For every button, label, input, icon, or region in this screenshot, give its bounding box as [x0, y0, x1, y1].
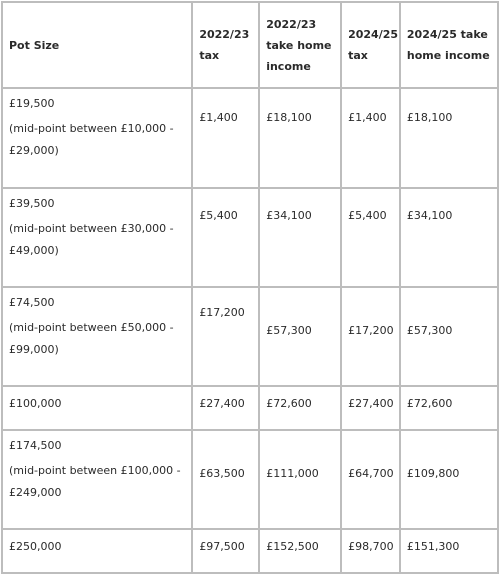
cell-income-2024-25 [400, 287, 498, 386]
tax-2022-23-value: £97,500 [199, 540, 245, 553]
header-tax-2024-25-line1: 2024/25 [348, 28, 399, 41]
header-tax-2022-23 [192, 2, 259, 88]
table-row [2, 88, 498, 188]
pot-value: £74,500 [9, 296, 55, 309]
income-2024-25-value: £151,300 [406, 540, 460, 553]
cell-tax-2022-23 [192, 430, 259, 529]
pot-note: (mid-point between £100,000 - £249,000 [9, 464, 181, 499]
income-2022-23-value: £34,100 [266, 209, 312, 222]
cell-pot [2, 430, 192, 529]
pot-value: £19,500 [9, 97, 55, 110]
pot-note: (mid-point between £50,000 - £99,000) [9, 321, 174, 356]
income-2022-23-value: £18,100 [266, 111, 312, 124]
cell-tax-2024-25 [341, 386, 400, 430]
header-tax-2024-25 [341, 2, 400, 88]
tax-2024-25-value: £98,700 [348, 540, 394, 553]
tax-2024-25-value: £1,400 [348, 111, 387, 124]
tax-2024-25-value: £64,700 [348, 467, 394, 480]
tax-2024-25-value: £27,400 [348, 397, 394, 410]
cell-tax-2022-23 [192, 287, 259, 386]
cell-income-2024-25 [400, 88, 498, 188]
cell-tax-2024-25 [341, 430, 400, 529]
tax-2022-23-value: £27,400 [199, 397, 245, 410]
table-row [2, 430, 498, 529]
cell-tax-2024-25 [341, 88, 400, 188]
cell-income-2022-23 [259, 188, 341, 287]
header-income-2022-23 [259, 2, 341, 88]
income-2022-23-value: £72,600 [266, 397, 312, 410]
cell-pot [2, 386, 192, 430]
table-row [2, 529, 498, 573]
header-income-2024-25-line2: home income [406, 49, 490, 62]
table-row [2, 188, 498, 287]
cell-income-2024-25 [400, 188, 498, 287]
header-pot-size-label: Pot Size [9, 38, 60, 52]
income-2024-25-value: £34,100 [406, 209, 453, 222]
income-2022-23-value: £152,500 [266, 540, 319, 553]
pension-tax-table-container [1, 1, 499, 574]
tax-2024-25-value: £5,400 [348, 209, 387, 222]
pot-value: £250,000 [9, 540, 62, 553]
header-tax-2022-23-line1: 2022/23 [199, 28, 250, 41]
pension-tax-table [1, 1, 499, 574]
income-2022-23-value: £57,300 [266, 324, 312, 337]
tax-2022-23-value: £5,400 [199, 209, 238, 222]
cell-pot [2, 188, 192, 287]
cell-tax-2022-23 [192, 386, 259, 430]
cell-tax-2024-25 [341, 287, 400, 386]
cell-tax-2022-23 [192, 188, 259, 287]
table-row [2, 386, 498, 430]
table-row [2, 287, 498, 386]
income-2024-25-value: £72,600 [406, 397, 453, 410]
header-income-2022-23-line3: income [266, 59, 311, 73]
header-income-2024-25 [400, 2, 498, 88]
cell-pot [2, 287, 192, 386]
tax-2022-23-value: £17,200 [199, 306, 245, 319]
income-2024-25-value: £18,100 [406, 111, 453, 124]
cell-income-2022-23 [259, 88, 341, 188]
income-2024-25-value: £57,300 [406, 324, 453, 337]
income-2022-23-value: £111,000 [266, 467, 319, 480]
header-tax-2024-25-line2: tax [348, 49, 368, 62]
cell-income-2024-25 [400, 386, 498, 430]
income-2024-25-value: £109,800 [406, 467, 460, 480]
cell-income-2022-23 [259, 529, 341, 573]
cell-tax-2024-25 [341, 529, 400, 573]
pot-note: (mid-point between £30,000 - £49,000) [9, 222, 174, 257]
pot-value: £100,000 [9, 397, 62, 410]
header-income-2022-23-line2: take home [266, 38, 332, 52]
header-pot-size [2, 2, 192, 88]
cell-tax-2022-23 [192, 529, 259, 573]
header-income-2022-23-line1: 2022/23 [266, 17, 317, 31]
cell-pot [2, 529, 192, 573]
cell-income-2022-23 [259, 287, 341, 386]
cell-income-2022-23 [259, 430, 341, 529]
cell-income-2024-25 [400, 430, 498, 529]
header-tax-2022-23-line2: tax [199, 49, 220, 62]
pot-value: £174,500 [9, 439, 62, 452]
tax-2022-23-value: £1,400 [199, 111, 238, 124]
tax-2024-25-value: £17,200 [348, 324, 394, 337]
cell-pot [2, 88, 192, 188]
cell-tax-2022-23 [192, 88, 259, 188]
header-income-2024-25-line1: 2024/25 take [406, 28, 488, 41]
cell-income-2022-23 [259, 386, 341, 430]
tax-2022-23-value: £63,500 [199, 467, 245, 480]
pot-value: £39,500 [9, 197, 55, 210]
table-header-row [2, 2, 498, 88]
cell-tax-2024-25 [341, 188, 400, 287]
cell-income-2024-25 [400, 529, 498, 573]
pot-note: (mid-point between £10,000 - £29,000) [9, 122, 174, 157]
